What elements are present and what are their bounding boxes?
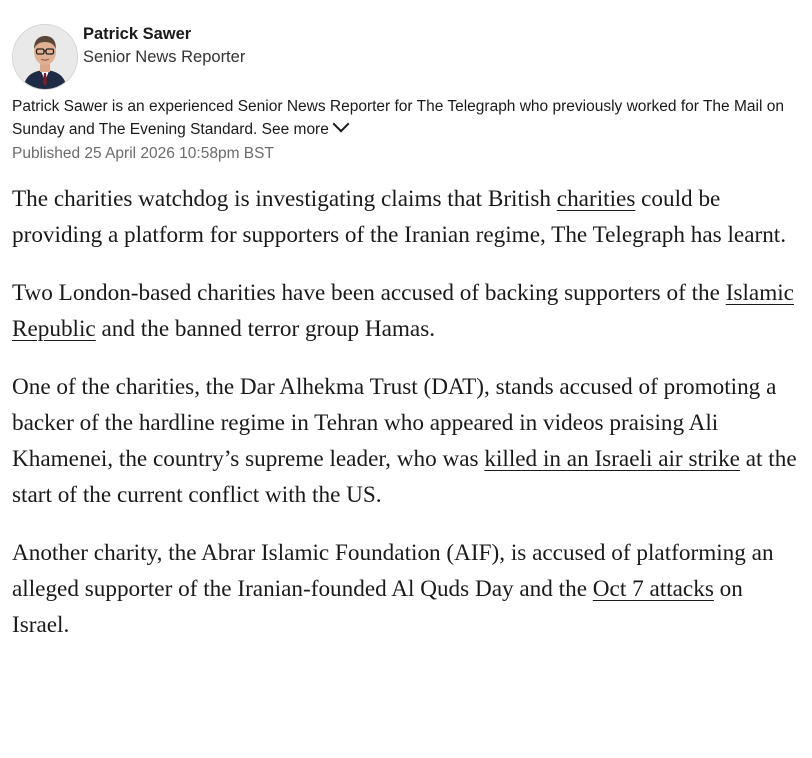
link-israeli-air-strike[interactable]: killed in an Israeli air strike bbox=[484, 446, 740, 472]
clipped-previous-text bbox=[12, 0, 572, 6]
article-paragraph bbox=[12, 369, 804, 513]
author-photo-icon bbox=[13, 25, 77, 89]
paragraph-text: One of the charities, the Dar Alhekma Trust (DAT), stands accused of promoting a backer of the hardline regime in Tehran who appeared in videos praising Ali Khamenei, the country’s supreme leader, who was bbox=[12, 374, 777, 472]
paragraph-text: and the banned terror group Hamas. bbox=[95, 316, 436, 342]
paragraph-text: Two London-based charities have been accused of backing supporters of the bbox=[12, 280, 726, 306]
author-byline bbox=[12, 24, 802, 94]
author-bio-text: Patrick Sawer is an experienced Senior News Reporter for The Telegraph who previously worked for The Mail on Sunday and The Evening Standard. bbox=[12, 98, 784, 138]
author-role: Senior News Reporter bbox=[83, 48, 246, 66]
author-bio bbox=[12, 95, 802, 141]
author-name[interactable]: Patrick Sawer bbox=[83, 25, 192, 43]
article-paragraph bbox=[12, 535, 804, 643]
paragraph-text: Another charity, the Abrar Islamic Foundation (AIF), is accused of platforming an alleged supporter of the Iranian-founded Al Quds Day and the bbox=[12, 540, 774, 602]
article-body bbox=[12, 181, 804, 665]
paragraph-text: at the start of the current conflict with the US. bbox=[12, 446, 797, 508]
article-paragraph bbox=[12, 275, 804, 347]
published-date: Published 25 April 2026 10:58pm BST bbox=[12, 145, 274, 162]
link-islamic-republic[interactable]: Islamic Republic bbox=[12, 280, 794, 342]
article-paragraph bbox=[12, 181, 804, 253]
chevron-down-icon bbox=[332, 116, 349, 133]
link-oct-7-attacks[interactable]: Oct 7 attacks bbox=[592, 576, 714, 602]
see-more-label: See more bbox=[261, 121, 329, 138]
paragraph-text: The charities watchdog is investigating claims that British bbox=[12, 186, 557, 212]
paragraph-text: could be providing a platform for supporters of the Iranian regime, The Telegraph has learnt. bbox=[12, 186, 787, 248]
paragraph-text: on Israel. bbox=[12, 576, 743, 638]
author-avatar[interactable] bbox=[12, 24, 78, 90]
see-more-button[interactable] bbox=[262, 121, 347, 138]
link-charities[interactable]: charities bbox=[556, 186, 636, 212]
